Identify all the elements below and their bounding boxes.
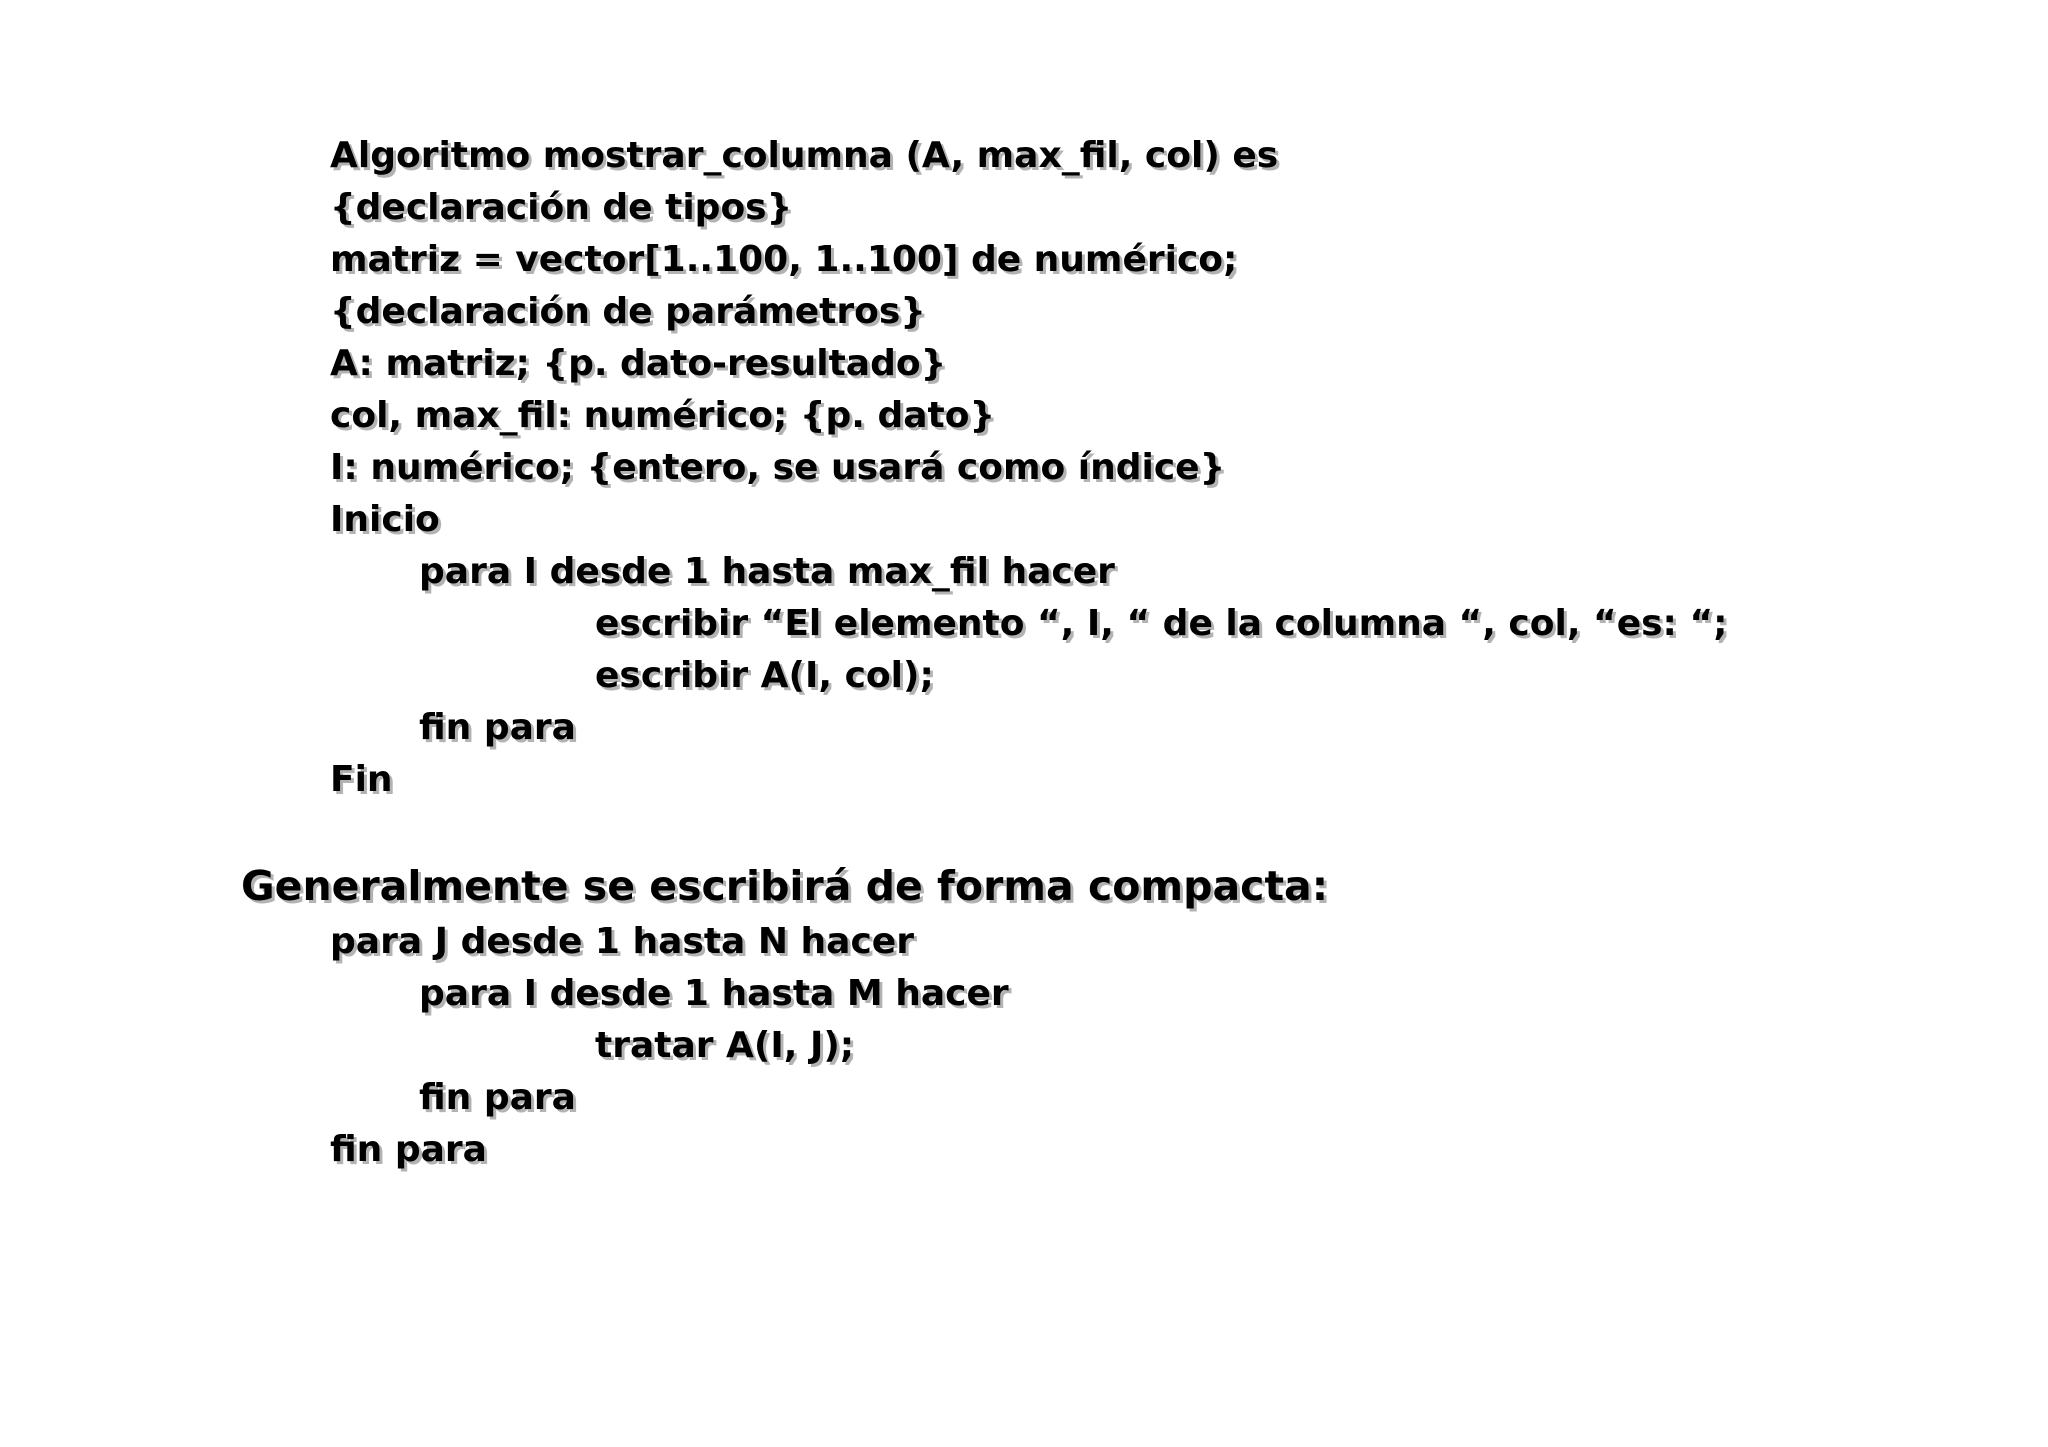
for-loop-header: para I desde 1 hasta max_fil hacer bbox=[419, 551, 1115, 592]
inner-loop-header: para I desde 1 hasta M hacer bbox=[419, 973, 1009, 1014]
outer-loop-end: fin para bbox=[330, 1129, 487, 1170]
inner-loop-end: fin para bbox=[419, 1077, 576, 1118]
compact-form-heading: Generalmente se escribirá de forma compacta: bbox=[241, 862, 1329, 910]
end-keyword-line: Fin bbox=[330, 759, 393, 800]
type-declaration-comment: {declaración de tipos} bbox=[330, 187, 793, 228]
end-for-line: fin para bbox=[419, 707, 576, 748]
variable-i-declaration: I: numérico; {entero, se usará como índice} bbox=[330, 447, 1226, 488]
begin-keyword-line: Inicio bbox=[330, 499, 440, 540]
write-message-line: escribir “El elemento “, I, “ de la columna “, col, “es: “; bbox=[595, 603, 1728, 644]
outer-loop-header: para J desde 1 hasta N hacer bbox=[330, 921, 914, 962]
algorithm-header-line: Algoritmo mostrar_columna (A, max_fil, col) es bbox=[330, 135, 1279, 176]
parameter-col-maxfil-declaration: col, max_fil: numérico; {p. dato} bbox=[330, 395, 996, 436]
process-element-line: tratar A(I, J); bbox=[595, 1025, 855, 1066]
matrix-type-declaration: matriz = vector[1..100, 1..100] de numérico; bbox=[330, 239, 1238, 280]
parameter-a-declaration: A: matriz; {p. dato-resultado} bbox=[330, 343, 947, 384]
write-element-line: escribir A(I, col); bbox=[595, 655, 934, 696]
parameter-declaration-comment: {declaración de parámetros} bbox=[330, 291, 926, 332]
